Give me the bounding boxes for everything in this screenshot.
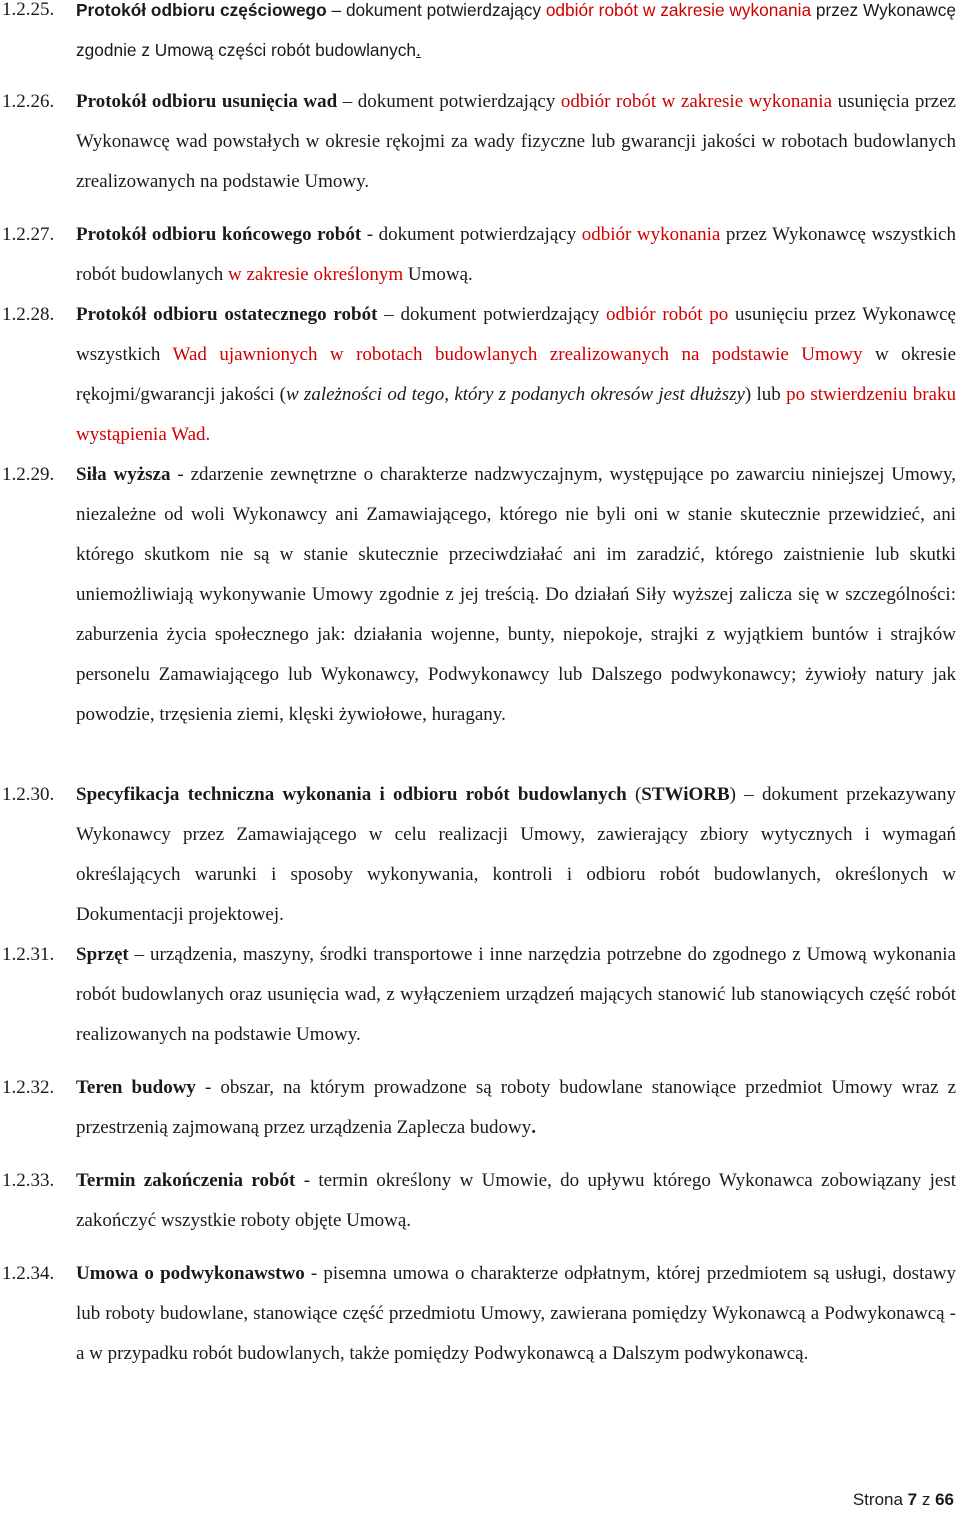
definition-1-2-25 xyxy=(0,0,960,70)
definition-highlight: odbiór robót po xyxy=(606,304,729,325)
definition-highlight: po stwierdzeniu braku wystąpienia Wad. xyxy=(76,384,956,445)
definition-text xyxy=(76,295,956,455)
definition-span: - pisemna umowa o charakterze odpłatnym, której przedmiotem są usługi, dostawy lub roboty budowlane, stanowiące część przedmiotu Umowy, zawierana pomiędzy Wykonawcą a Podwykonawcą - a w przypadku robót budowlanych, także pomiędzy Podwykonawcą a Dalszym podwykonawcą. xyxy=(76,1263,956,1364)
definition-span: – dokument potwierdzający xyxy=(326,0,546,20)
definition-number: 1.2.33. xyxy=(2,1170,55,1191)
page-separator: z xyxy=(917,1490,936,1509)
definition-text xyxy=(76,1254,956,1374)
definition-highlight: odbiór wykonania xyxy=(581,224,721,245)
definition-span: usunięcia przez Wykonawcę wad powstałych w okresie rękojmi za wady fizyczne lub gwarancji jakości w robotach budowlanych zrealizowanych na podstawie Umowy. xyxy=(76,91,956,192)
definition-number: 1.2.32. xyxy=(2,1077,55,1098)
definition-highlight: w zakresie określonym xyxy=(227,264,404,285)
definition-highlight: odbiór robót w zakresie wykonania xyxy=(545,0,812,20)
definition-span: ) – dokument przekazywany Wykonawcy przez Zamawiającego w celu realizacji Umowy, zawierający zbiory wytycznych i wymagań określających warunki i sposoby wykonywania, kontroli i odbioru robót budowlanych, określonych w Dokumentacji projektowej. xyxy=(76,784,956,925)
definition-span: . xyxy=(416,40,421,60)
definition-number: 1.2.25. xyxy=(2,0,55,20)
definition-span: . xyxy=(531,1117,536,1138)
definition-abbr: STWiORB xyxy=(641,784,730,805)
page-total: 66 xyxy=(935,1490,954,1509)
definition-span: przez Wykonawcę zgodnie z Umową części robót budowlanych xyxy=(76,0,956,60)
definition-1-2-30 xyxy=(0,775,960,935)
definition-span: ) lub xyxy=(744,384,787,405)
definition-1-2-31 xyxy=(0,935,960,1055)
definition-term: Siła wyższa xyxy=(76,464,171,485)
definition-span: - termin określony w Umowie, do upływu którego Wykonawca zobowiązany jest zakończyć wszystkie roboty objęte Umową. xyxy=(76,1170,957,1231)
definition-text xyxy=(76,455,956,735)
definition-term: Specyfikacja techniczna wykonania i odbioru robót budowlanych xyxy=(76,784,627,805)
definition-text xyxy=(76,215,956,295)
definition-highlight: odbiór robót w zakresie wykonania xyxy=(560,91,833,112)
definition-term: Teren budowy xyxy=(76,1077,196,1098)
definition-term: Termin zakończenia robót xyxy=(76,1170,296,1191)
definition-term: Umowa o podwykonawstwo xyxy=(76,1263,305,1284)
definition-term: Protokół odbioru częściowego xyxy=(76,0,327,20)
definition-number: 1.2.28. xyxy=(2,304,55,325)
definition-italic: w zależności od tego, który z podanych okresów jest dłuższy xyxy=(285,384,745,405)
definition-text xyxy=(76,82,956,202)
definition-text xyxy=(76,0,956,70)
definition-term: Protokół odbioru końcowego robót xyxy=(76,224,362,245)
definition-term: Protokół odbioru ostatecznego robót xyxy=(76,304,378,325)
definition-1-2-28 xyxy=(0,295,960,455)
definition-number: 1.2.29. xyxy=(2,464,55,485)
definition-span: w okresie rękojmi/gwarancji jakości ( xyxy=(76,344,957,405)
definition-1-2-34 xyxy=(0,1254,960,1374)
definition-highlight: Wad ujawnionych w robotach budowlanych zrealizowanych na podstawie Umowy xyxy=(172,344,863,365)
definition-number: 1.2.30. xyxy=(2,784,55,805)
page-label: Strona xyxy=(852,1490,908,1509)
definition-number: 1.2.31. xyxy=(2,944,55,965)
definition-span: przez Wykonawcę wszystkich robót budowlanych xyxy=(76,224,956,285)
definition-1-2-32 xyxy=(0,1068,960,1148)
page-number: 7 xyxy=(907,1490,918,1509)
definition-text xyxy=(76,935,956,1055)
definition-number: 1.2.34. xyxy=(2,1263,55,1284)
definition-span: Umową. xyxy=(403,264,473,285)
definition-number: 1.2.27. xyxy=(2,224,55,245)
definition-span: – urządzenia, maszyny, środki transportowe i inne narzędzia potrzebne do zgodnego z Umową wykonania robót budowlanych oraz usunięcia wad, z wyłączeniem urządzeń mających stanowić lub stanowiących część robót realizowanych na podstawie Umowy. xyxy=(76,944,956,1045)
definition-term: Protokół odbioru usunięcia wad xyxy=(76,91,338,112)
definition-term: Sprzęt xyxy=(76,944,129,965)
definition-span: – dokument potwierdzający xyxy=(377,304,607,325)
definition-1-2-26 xyxy=(0,82,960,202)
definition-span: usunięciu przez Wykonawcę wszystkich xyxy=(76,304,956,365)
definition-1-2-29 xyxy=(0,455,960,735)
definition-1-2-27 xyxy=(0,215,960,295)
definition-span: ( xyxy=(626,784,642,805)
page-footer xyxy=(853,1490,954,1510)
definition-span: - dokument potwierdzający xyxy=(361,224,582,245)
definition-span: - zdarzenie zewnętrzne o charakterze nadzwyczajnym, występujące po zawarciu niniejszej Umowy, niezależne od woli Wykonawcy ani Zamawiającego, którego nie byli oni w stanie skutecznie przewidzieć, ani którego skutkom nie są w stanie skutecznie przeciwdziałać ani im zaradzić, którego zaistnienie lub skutki uniemożliwiają wykonywanie Umowy zgodnie z jej treścią. Do działań Siły wyższej zalicza się w szczególności: zaburzenia życia społecznego jak: działania wojenne, bunty, niepokoje, strajki z wyjątkiem buntów i strajków personelu Zamawiającego lub Wykonawcy, Podwykonawcy lub Dalszego podwykonawcy; żywioły natury jak powodzie, trzęsienia ziemi, klęski żywiołowe, huragany. xyxy=(76,464,957,725)
definition-text xyxy=(76,1161,956,1241)
definition-number: 1.2.26. xyxy=(2,91,55,112)
definition-text xyxy=(76,775,956,935)
definition-1-2-33 xyxy=(0,1161,960,1241)
definition-span: – dokument potwierdzający xyxy=(337,91,561,112)
definition-span: - obszar, na którym prowadzone są roboty budowlane stanowiące przedmiot Umowy wraz z przestrzenią zajmowaną przez urządzenia Zaplecza budowy xyxy=(76,1077,957,1138)
definition-text xyxy=(76,1068,956,1148)
